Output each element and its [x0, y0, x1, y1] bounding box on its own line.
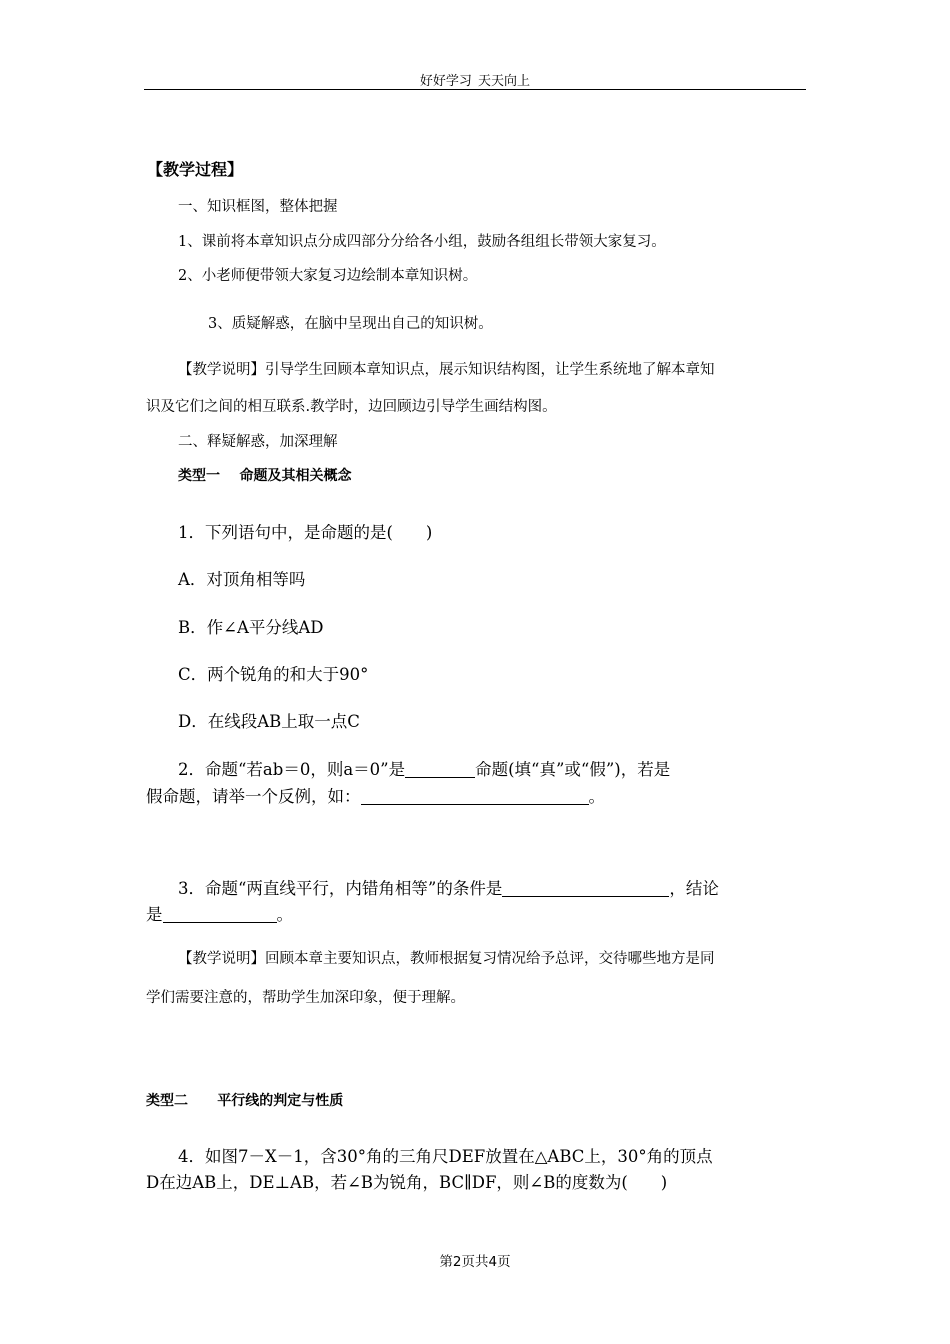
- question-4-line-1: 4．如图7－X－1，含30°角的三角尺DEF放置在△ABC上，30°角的顶点: [178, 1147, 713, 1166]
- question-3-text-b: ，结论: [669, 879, 719, 898]
- question-1-option-d: D．在线段AB上取一点C: [178, 712, 360, 731]
- question-3-text-d: 。: [276, 905, 293, 924]
- question-2-text-b: 命题(填“真”或“假”)，若是: [475, 760, 671, 779]
- question-2-text-d: 。: [588, 787, 605, 806]
- type1-title: 类型一 命题及其相关概念: [178, 468, 352, 484]
- question-1-option-a: A．对顶角相等吗: [178, 570, 306, 589]
- part2-heading: 二、释疑解惑，加深理解: [178, 434, 338, 450]
- question-1-stem: 1．下列语句中，是命题的是( ): [178, 523, 433, 542]
- section-title: 【教学过程】: [147, 160, 244, 179]
- question-3-line-2: [146, 901, 293, 925]
- part1-item-3: 3、质疑解惑，在脑中呈现出自己的知识树。: [208, 316, 493, 332]
- part1-heading: 一、知识框图，整体把握: [178, 199, 338, 215]
- question-3-line-1: [178, 875, 719, 899]
- teaching-note-1-line-1: 【教学说明】引导学生回顾本章知识点，展示知识结构图，让学生系统地了解本章知: [178, 362, 715, 378]
- answer-blank-condition[interactable]: [502, 880, 669, 898]
- question-1-option-b: B．作∠A平分线AD: [178, 618, 324, 637]
- question-1-option-c: C．两个锐角的和大于90°: [178, 665, 369, 684]
- page-header: 好好学习 天天向上: [419, 74, 531, 89]
- teaching-note-1-line-2: 识及它们之间的相互联系.教学时，边回顾边引导学生画结构图。: [146, 399, 557, 415]
- question-4-line-2: D在边AB上，DE⊥AB，若∠B为锐角，BC∥DF，则∠B的度数为( ): [146, 1173, 668, 1192]
- teaching-note-2-line-2: 学们需要注意的，帮助学生加深印象，便于理解。: [146, 990, 465, 1006]
- part1-item-2: 2、小老师便带领大家复习边绘制本章知识树。: [178, 268, 478, 284]
- page-footer: 第2页共4页: [439, 1254, 511, 1270]
- answer-blank-counterexample[interactable]: [361, 788, 589, 806]
- header-divider: [144, 89, 806, 90]
- question-2-line-2: [146, 783, 605, 807]
- type2-title: 类型二 平行线的判定与性质: [146, 1093, 344, 1109]
- answer-blank-conclusion[interactable]: [163, 906, 277, 924]
- teaching-note-2-line-1: 【教学说明】回顾本章主要知识点，教师根据复习情况给予总评，交待哪些地方是同: [178, 951, 715, 967]
- question-2-text-a: 2．命题“若ab＝0，则a＝0”是: [178, 760, 406, 779]
- question-3-text-a: 3．命题“两直线平行，内错角相等”的条件是: [178, 879, 503, 898]
- question-2-text-c: 假命题，请举一个反例，如：: [146, 787, 361, 806]
- question-2-line-1: [178, 756, 670, 780]
- part1-item-1: 1、课前将本章知识点分成四部分分给各小组，鼓励各组组长带领大家复习。: [178, 234, 666, 250]
- answer-blank-true-false[interactable]: [405, 761, 475, 779]
- question-3-text-c: 是: [146, 905, 163, 924]
